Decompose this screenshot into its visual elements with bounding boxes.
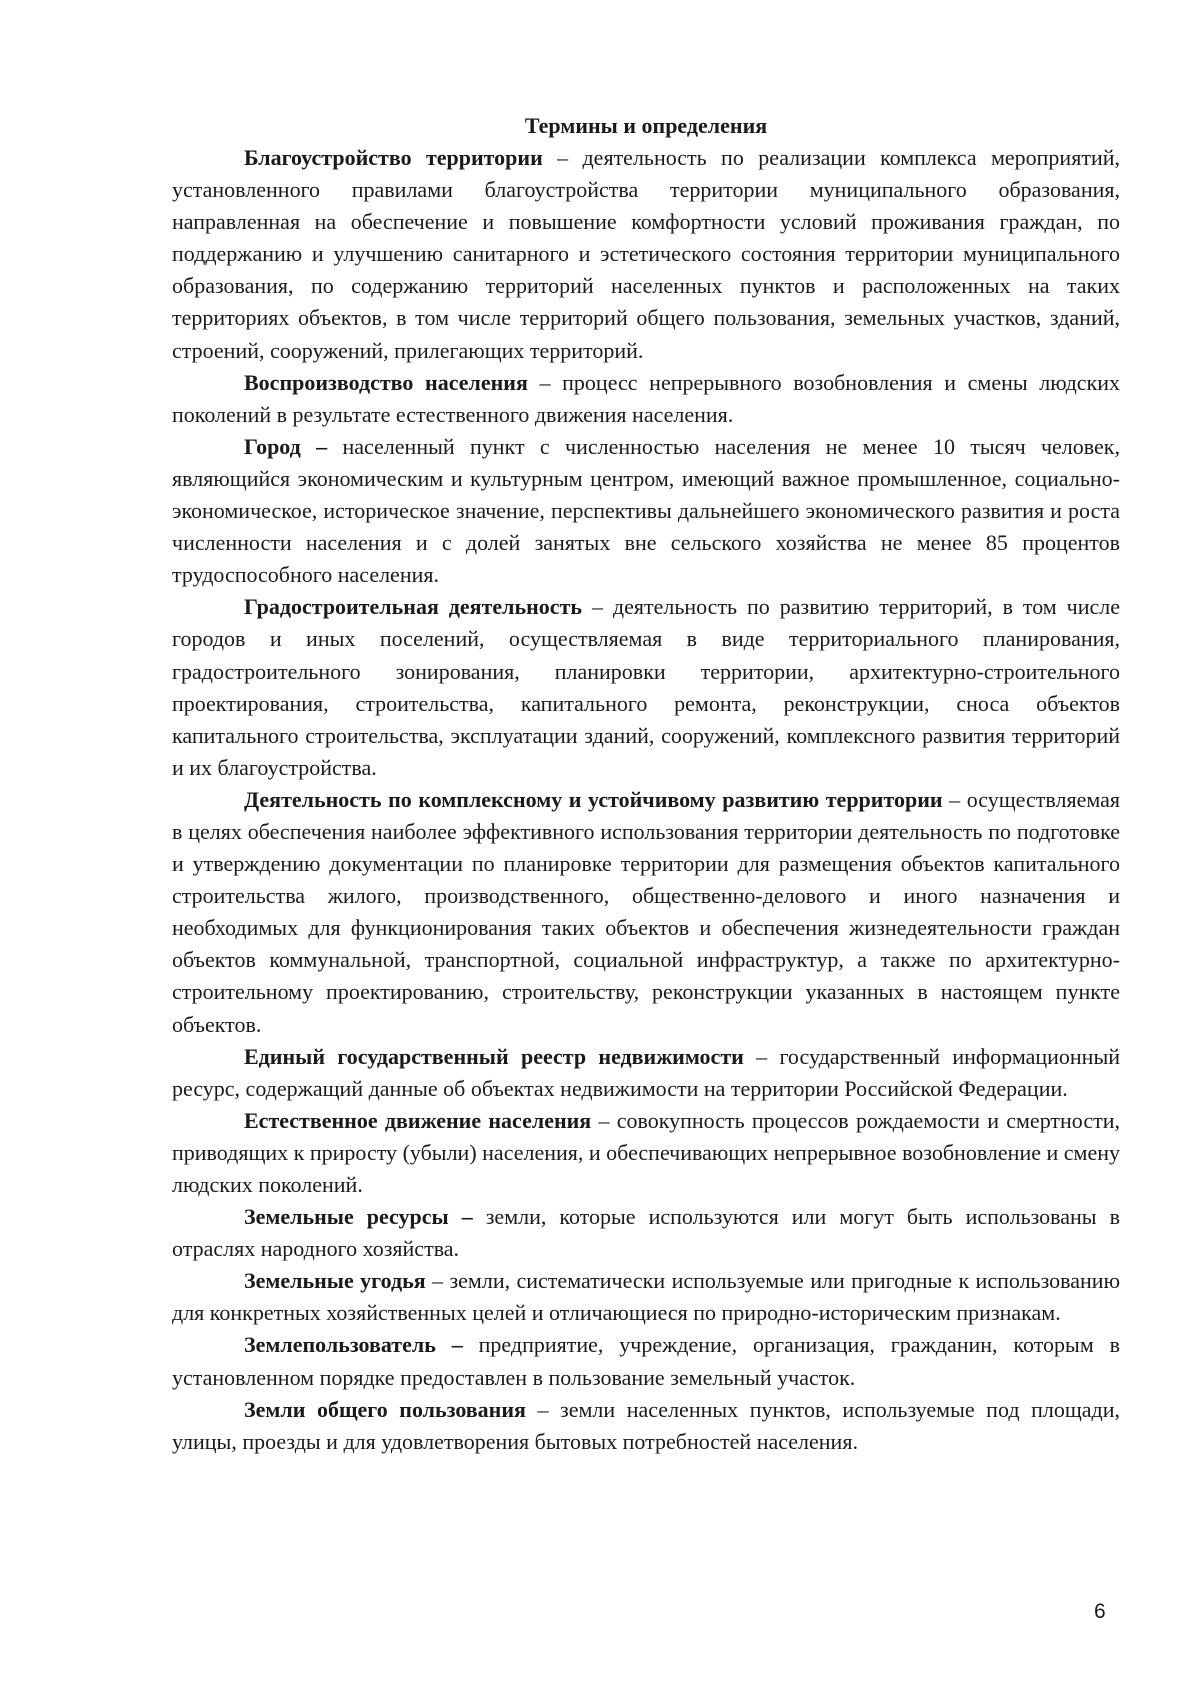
definition-term: Город – [244,433,328,459]
definition-term: Земельные угодья [244,1268,426,1294]
definition-term: Единый государственный реестр недвижимости [244,1043,744,1069]
definition-text: – государственный информационный ресурс, содержащий данные об объектах недвижимости на территории Российской Федерации. [172,1043,1121,1101]
definition-paragraph [172,1329,1120,1393]
definition-text: населенный пункт с численностью населения не менее 10 тысяч человек, являющийся экономическим и культурным центром, имеющий важное промышленное, социально-экономическое, историческое значение, перспективы дальнейшего экономического развития и роста численности населения и с долей занятых вне сельского хозяйства не менее 85 процентов трудоспособного населения. [172,433,1120,588]
definition-text: – земли населенных пунктов, используемые под площади, улицы, проезды и для удовлетворения бытовых потребностей населения. [172,1396,1120,1454]
definition-term: Земли общего пользования [244,1396,526,1422]
definition-paragraph [172,1265,1120,1329]
definition-term: Благоустройство территории [244,145,543,170]
definition-text: предприятие, учреждение, организация, гражданин, которым в установленном порядке предоставлен в пользование земельный участок. [172,1332,1121,1390]
definition-paragraph [172,1041,1120,1105]
definition-paragraph [172,1201,1120,1265]
section-title: Термины и определения [524,113,768,138]
definition-term: Деятельность по комплексному и устойчивому развитию территории [244,786,943,812]
definition-paragraph [172,784,1120,1041]
definition-term: Земельные ресурсы – [244,1204,473,1230]
definition-text: – деятельность по реализации комплекса мероприятий, установленного правилами благоустройства территории муниципального образования, направленная на обеспечение и повышение комфортности условий проживания граждан, по поддержанию и улучшению санитарного и эстетического состояния территории муниципального образования, по содержанию территорий населенных пунктов и расположенных на таких территориях объектов, в том числе территорий общего пользования, земельных участков, зданий, строений, сооружений, прилегающих территорий. [172,145,1120,363]
definition-paragraph [172,591,1120,784]
definition-paragraph [172,1105,1120,1201]
definition-term: Естественное движение населения [244,1107,592,1133]
definition-paragraph [172,367,1120,431]
definition-term: Градостроительная деятельность [244,594,583,620]
definition-text: – земли, систематически используемые или пригодные к использованию для конкретных хозяйственных целей и отличающиеся по природно-историческим признакам. [172,1268,1120,1326]
definition-paragraph [172,1394,1120,1458]
definition-text: – процесс непрерывного возобновления и смены людских поколений в результате естественного движения населения. [172,369,1120,427]
document-page [172,110,1120,1458]
definition-paragraph [172,431,1120,591]
definition-text: земли, которые используются или могут быть использованы в отраслях народного хозяйства. [172,1204,1121,1262]
page-number: 6 [1094,1600,1106,1623]
definition-term: Воспроизводство населения [244,369,528,395]
definition-term: Землепользователь – [244,1332,463,1358]
definition-text: – совокупность процессов рождаемости и смертности, приводящих к приросту (убыли) населения, и обеспечивающих непрерывное возобновление и смену людских поколений. [172,1107,1120,1197]
definition-text: – осуществляемая в целях обеспечения наиболее эффективного использования территории деятельность по подготовке и утверждению документации по планировке территории для размещения объектов капитального строительства жилого, производственного, общественно-делового и иного назначения и необходимых для функционирования таких объектов и обеспечения жизнедеятельности граждан объектов коммунальной, транспортной, социальной инфраструктур, а также по архитектурно-строительному проектированию, строительству, реконструкции указанных в настоящем пункте объектов. [172,786,1120,1037]
definition-paragraph [172,142,1120,367]
definition-text: – деятельность по развитию территорий, в том числе городов и иных поселений, осуществляемая в виде территориального планирования, градостроительного зонирования, планировки территории, архитектурно-строительного проектирования, строительства, капитального ремонта, реконструкции, сноса объектов капитального строительства, эксплуатации зданий, сооружений, комплексного развития территорий и их благоустройства. [172,594,1120,780]
